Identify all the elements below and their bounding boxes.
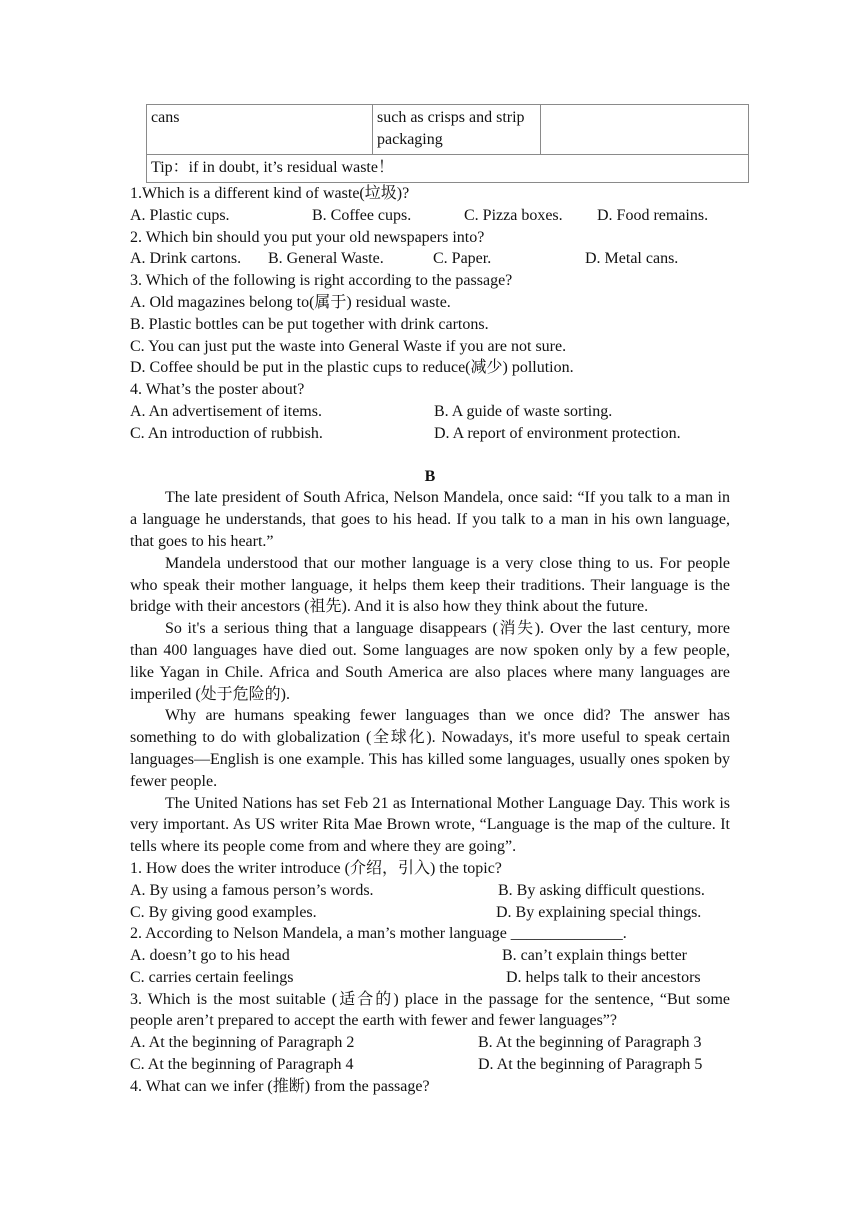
- option-d: D. At the beginning of Paragraph 5: [478, 1056, 703, 1074]
- table-row: [147, 155, 749, 183]
- question-stem: 3. Which is the most suitable (适合的) place in the passage for the sentence, “But some people aren’t prepared to accept the earth with fewer and fewer languages”?: [130, 990, 730, 1030]
- options-row: [130, 401, 730, 423]
- table-row: [147, 105, 749, 155]
- options-row: [130, 205, 730, 227]
- option-c: C. Paper.: [433, 250, 492, 268]
- option-d: D. Coffee should be put in the plastic cups to reduce(减少) pollution.: [130, 359, 574, 377]
- option-c: C. By giving good examples.: [130, 903, 317, 921]
- option-d: D. Metal cans.: [585, 250, 679, 268]
- question-stem: 2. Which bin should you put your old newspapers into?: [130, 228, 485, 246]
- section-heading: B: [424, 467, 436, 485]
- options-row: [130, 880, 730, 902]
- table-cell-cans: cans: [147, 105, 373, 155]
- paragraph-4: Why are humans speaking fewer languages than we once did? The answer has something to do with globalization (全球化). Nowadays, it's more useful to speak certain languages—English is one example. This has killed some languages, usually ones spoken by fewer people.: [130, 707, 730, 790]
- options-row: [130, 902, 730, 924]
- option-a: A. At the beginning of Paragraph 2: [130, 1034, 355, 1052]
- option-d: D. Food remains.: [597, 206, 709, 224]
- option-c: C. Pizza boxes.: [464, 206, 563, 224]
- question-stem: 3. Which of the following is right according to the passage?: [130, 272, 513, 290]
- option-d: D. A report of environment protection.: [434, 424, 681, 442]
- paragraph-3: So it's a serious thing that a language disappears (消失). Over the last century, more than 400 languages have died out. Some languages are now spoken only by a few people, like Yagan in Chile. Africa and South America are also places where many languages are imperiled (处于危险的).: [130, 620, 730, 703]
- options-row: [130, 248, 730, 270]
- paragraph-1: The late president of South Africa, Nelson Mandela, once said: “If you talk to a man in a language he understands, that goes to his head. If you talk to a man in his own language, that goes to his heart.”: [130, 489, 730, 550]
- options-row: [130, 1054, 730, 1076]
- option-a: A. By using a famous person’s words.: [130, 881, 374, 899]
- question-stem: 4. What’s the poster about?: [130, 381, 305, 399]
- option-d: D. By explaining special things.: [496, 903, 702, 921]
- option-c: C. At the beginning of Paragraph 4: [130, 1056, 354, 1074]
- options-row: [130, 945, 730, 967]
- option-c: C. carries certain feelings: [130, 968, 294, 986]
- option-b: B. General Waste.: [268, 250, 384, 268]
- option-d: D. helps talk to their ancestors: [506, 968, 701, 986]
- option-b: B. can’t explain things better: [502, 947, 687, 965]
- paragraph-5: The United Nations has set Feb 21 as International Mother Language Day. This work is very important. As US writer Rita Mae Brown wrote, “Language is the map of the culture. It tells where its people come from and where they are going”.: [130, 794, 730, 856]
- question-stem: 1.Which is a different kind of waste(垃圾)?: [130, 185, 410, 202]
- option-a: A. Old magazines belong to(属于) residual waste.: [130, 293, 451, 311]
- waste-table: [146, 104, 749, 183]
- table-cell-empty: [541, 105, 749, 155]
- table-cell-crisps: such as crisps and strip packaging: [373, 105, 541, 155]
- option-a: A. Plastic cups.: [130, 206, 230, 224]
- option-a: A. doesn’t go to his head: [130, 947, 290, 965]
- options-row: [130, 967, 730, 989]
- question-stem: 2. According to Nelson Mandela, a man’s mother language ______________.: [130, 925, 627, 943]
- document-page: [130, 104, 730, 1098]
- question-stem: 4. What can we infer (推断) from the passage?: [130, 1077, 430, 1095]
- options-row: [130, 1032, 730, 1054]
- option-b: B. By asking difficult questions.: [498, 881, 705, 899]
- table-tip: Tip：if in doubt, it’s residual waste！: [147, 155, 749, 183]
- question-stem: 1. How does the writer introduce (介绍，引入) the topic?: [130, 859, 502, 877]
- option-b: B. At the beginning of Paragraph 3: [478, 1034, 702, 1052]
- option-b: B. Coffee cups.: [312, 206, 412, 224]
- option-b: B. A guide of waste sorting.: [434, 402, 613, 420]
- paragraph-2: Mandela understood that our mother language is a very close thing to us. For people who speak their mother language, it helps them keep their traditions. Their language is the bridge with their ancestors (祖先). And it is also how they think about the future.: [130, 554, 730, 616]
- options-row: [130, 423, 730, 445]
- option-c: C. An introduction of rubbish.: [130, 424, 323, 442]
- option-a: A. Drink cartons.: [130, 250, 242, 268]
- option-c: C. You can just put the waste into General Waste if you are not sure.: [130, 337, 567, 355]
- option-b: B. Plastic bottles can be put together with drink cartons.: [130, 315, 489, 333]
- option-a: A. An advertisement of items.: [130, 402, 322, 420]
